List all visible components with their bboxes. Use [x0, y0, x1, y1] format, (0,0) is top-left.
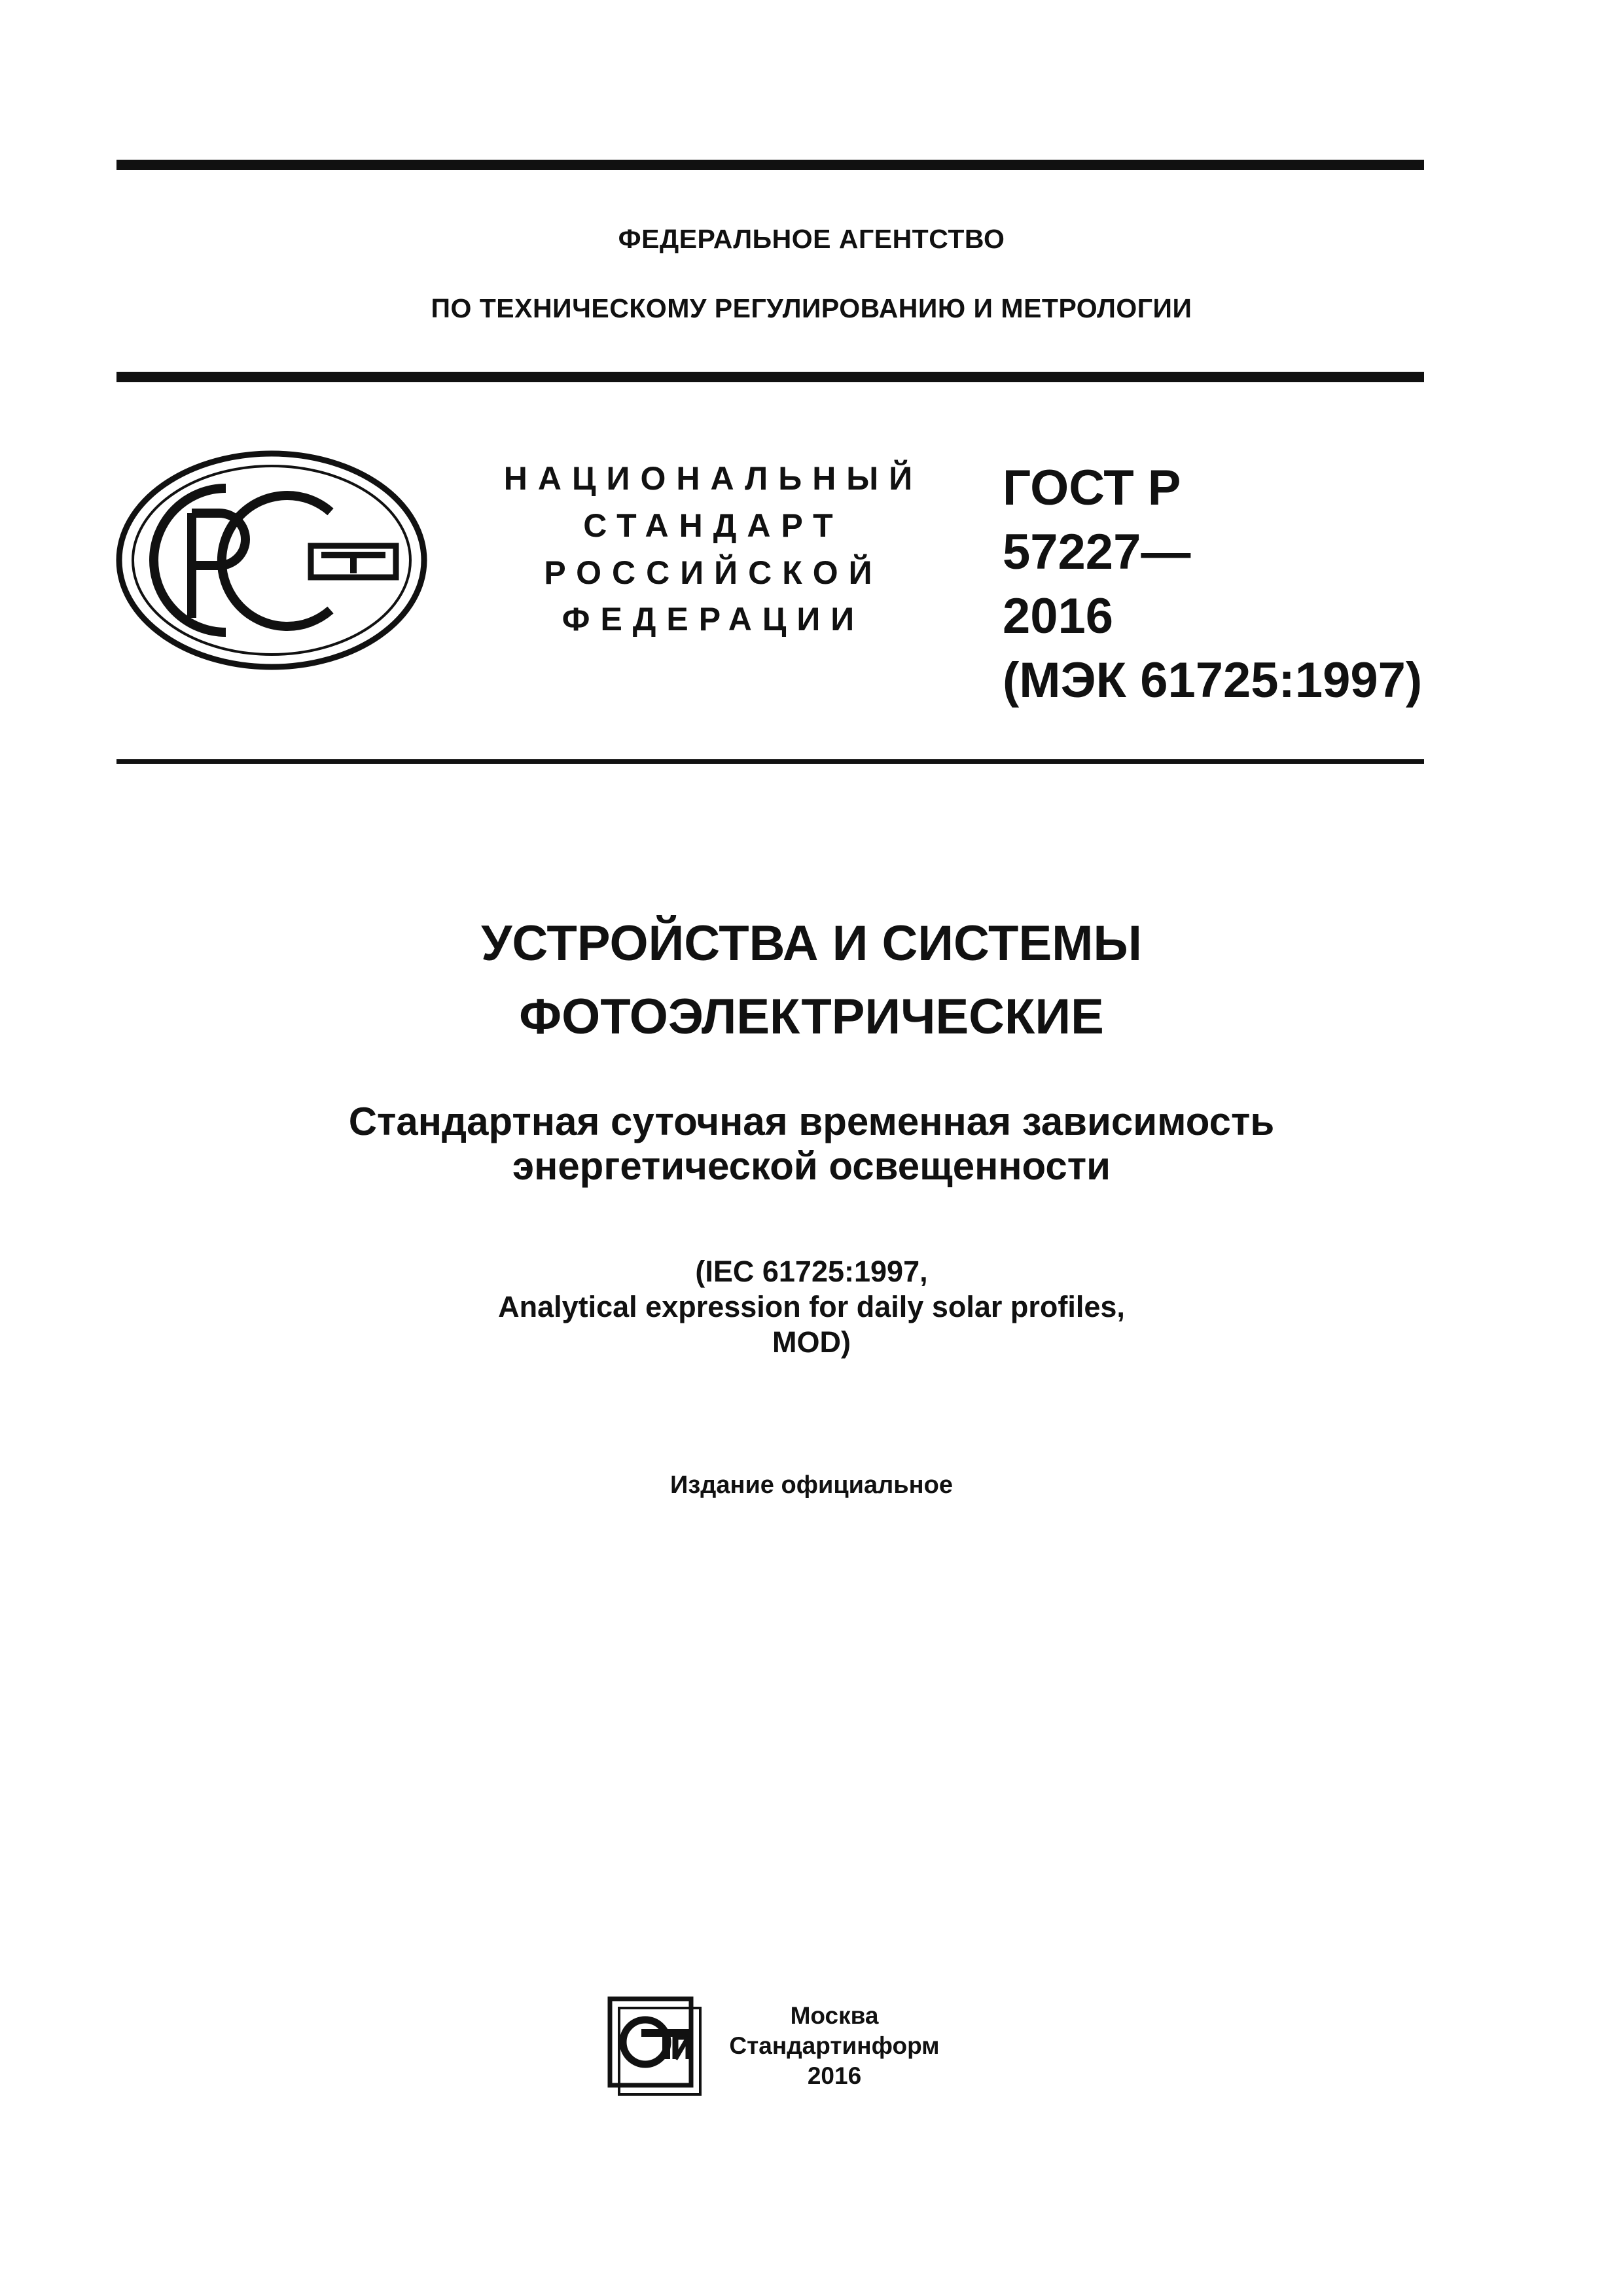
standard-rule	[116, 759, 1424, 764]
top-rule	[116, 160, 1424, 170]
publisher-name: Стандартинформ	[729, 2032, 940, 2059]
agency-line-1: ФЕДЕРАЛЬНОЕ АГЕНТСТВО	[618, 224, 1005, 254]
subtitle-line-1: Стандартная суточная временная зависимость	[348, 1100, 1275, 1143]
iec-line-2: Analytical expression for daily solar profiles,	[498, 1290, 1125, 1323]
standartinform-logo-icon	[607, 1996, 705, 2097]
publisher-year: 2016	[807, 2062, 862, 2089]
iec-line-3: MOD)	[772, 1325, 851, 1359]
agency-line-2: ПО ТЕХНИЧЕСКОМУ РЕГУЛИРОВАНИЮ И МЕТРОЛОГИИ	[431, 293, 1192, 323]
national-line-1: НАЦИОНАЛЬНЫЙ	[503, 460, 923, 497]
iec-line-1: (IEC 61725:1997,	[695, 1255, 928, 1288]
gost-line-1: ГОСТ Р	[1003, 460, 1181, 516]
gost-line-4: (МЭК 61725:1997)	[1003, 653, 1423, 708]
rst-logo-icon	[115, 449, 429, 672]
subtitle-line-2: энергетической освещенности	[512, 1144, 1111, 1188]
national-line-4: ФЕДЕРАЦИИ	[562, 601, 865, 637]
gost-line-2: 57227—	[1003, 524, 1191, 580]
title-line-1: УСТРОЙСТВА И СИСТЕМЫ	[481, 916, 1142, 971]
gost-line-3: 2016	[1003, 588, 1114, 644]
national-line-3: РОССИЙСКОЙ	[544, 554, 883, 591]
national-line-2: СТАНДАРТ	[583, 507, 844, 544]
publisher-city: Москва	[790, 2002, 879, 2029]
agency-rule	[116, 372, 1424, 382]
edition-label: Издание официальное	[670, 1471, 953, 1499]
title-line-2: ФОТОЭЛЕКТРИЧЕСКИЕ	[519, 989, 1104, 1045]
